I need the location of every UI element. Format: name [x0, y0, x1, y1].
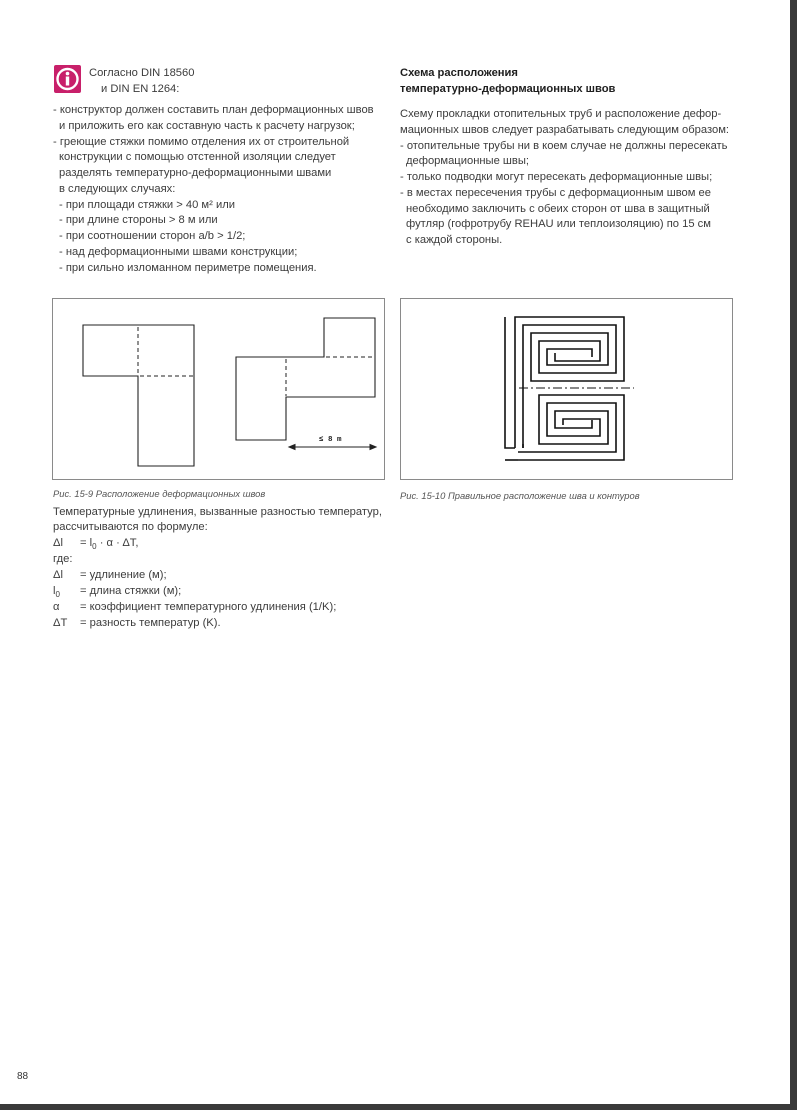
definition-text: = разность температур (K).: [80, 617, 221, 629]
page-number: 88: [17, 1071, 29, 1082]
definition-symbol: α: [53, 601, 60, 613]
definition-row: [53, 616, 393, 632]
paragraph-line: Схему прокладки отопительных труб и расположение дефор-: [400, 108, 722, 120]
paragraph-line: мационных швов следует разрабатывать следующим образом:: [400, 124, 730, 136]
paragraph-line: с каждой стороны.: [406, 234, 503, 246]
list-item: в следующих случаях:: [59, 183, 176, 195]
formula-rhs-suffix: · α · ΔT,: [96, 537, 139, 549]
definition-row: [53, 584, 393, 600]
definition-text: = длина стяжки (м);: [80, 585, 182, 597]
temperature-text-line-1: Температурные удлинения, вызванные разностью температур,: [53, 506, 382, 518]
formula-where: где:: [53, 553, 73, 565]
info-note-line-1: Согласно DIN 18560: [89, 67, 195, 79]
joint-layout-diagram: [53, 299, 384, 479]
list-item: конструкции с помощью отстенной изоляции следует: [59, 151, 336, 163]
paragraph-line: необходимо заключить с обеих сторон от шва в защитный: [406, 203, 710, 215]
section-heading-line-2: температурно-деформационных швов: [400, 83, 616, 95]
definition-text: = удлинение (м);: [80, 569, 167, 581]
list-item: - над деформационными швами конструкции;: [59, 246, 298, 258]
list-item: - при сильно изломанном периметре помещения.: [59, 262, 317, 274]
formula-rhs-prefix: = l: [80, 537, 93, 549]
figure-expansion-joints: [52, 298, 385, 480]
section-heading-line-1: Схема расположения: [400, 67, 518, 79]
definition-symbol: ΔT: [53, 617, 68, 629]
definition-subscript: 0: [55, 590, 60, 600]
list-item: и приложить его как составную часть к расчету нагрузок;: [59, 120, 355, 132]
paragraph-line: деформационные швы;: [406, 155, 529, 167]
definition-row: [53, 600, 393, 616]
paragraph-line: - отопительные трубы ни в коем случае не должны пересекать: [400, 140, 728, 152]
list-item: - при соотношении сторон a/b > 1/2;: [59, 230, 246, 242]
formula-rhs-subscript: 0: [92, 542, 97, 552]
figure-caption-left: Рис. 15-9 Расположение деформационных швов: [53, 488, 266, 499]
dimension-label: ≤ 8 m: [319, 436, 342, 444]
formula-lhs: Δl: [53, 537, 63, 549]
info-icon: [54, 65, 81, 93]
list-item: разделять температурно-деформационными швами: [59, 167, 332, 179]
paragraph-line: - только подводки могут пересекать деформационные швы;: [400, 171, 713, 183]
list-item: - при площади стяжки > 40 м² или: [59, 199, 235, 211]
info-note-line-2: и DIN EN 1264:: [101, 83, 180, 95]
formula-line: [53, 536, 353, 552]
list-item: - греющие стяжки помимо отделения их от строительной: [53, 136, 350, 148]
temperature-text-line-2: рассчитываются по формуле:: [53, 521, 208, 533]
figure-joint-and-circuits: [400, 298, 733, 480]
definition-symbol: Δl: [53, 569, 63, 581]
definition-text: = коэффициент температурного удлинения (1/K);: [80, 601, 337, 613]
definition-symbol: l: [53, 585, 56, 597]
heating-circuit-diagram: [401, 299, 732, 479]
paragraph-line: - в местах пересечения трубы с деформационным швом ее: [400, 187, 711, 199]
list-item: - конструктор должен составить план деформационных швов: [53, 104, 374, 116]
figure-caption-right: Рис. 15-10 Правильное расположение шва и контуров: [400, 490, 640, 501]
list-item: - при длине стороны > 8 м или: [59, 214, 218, 226]
paragraph-line: футляр (гофротрубу REHAU или теплоизоляцию) по 15 см: [406, 218, 711, 230]
definition-row: [53, 568, 393, 584]
